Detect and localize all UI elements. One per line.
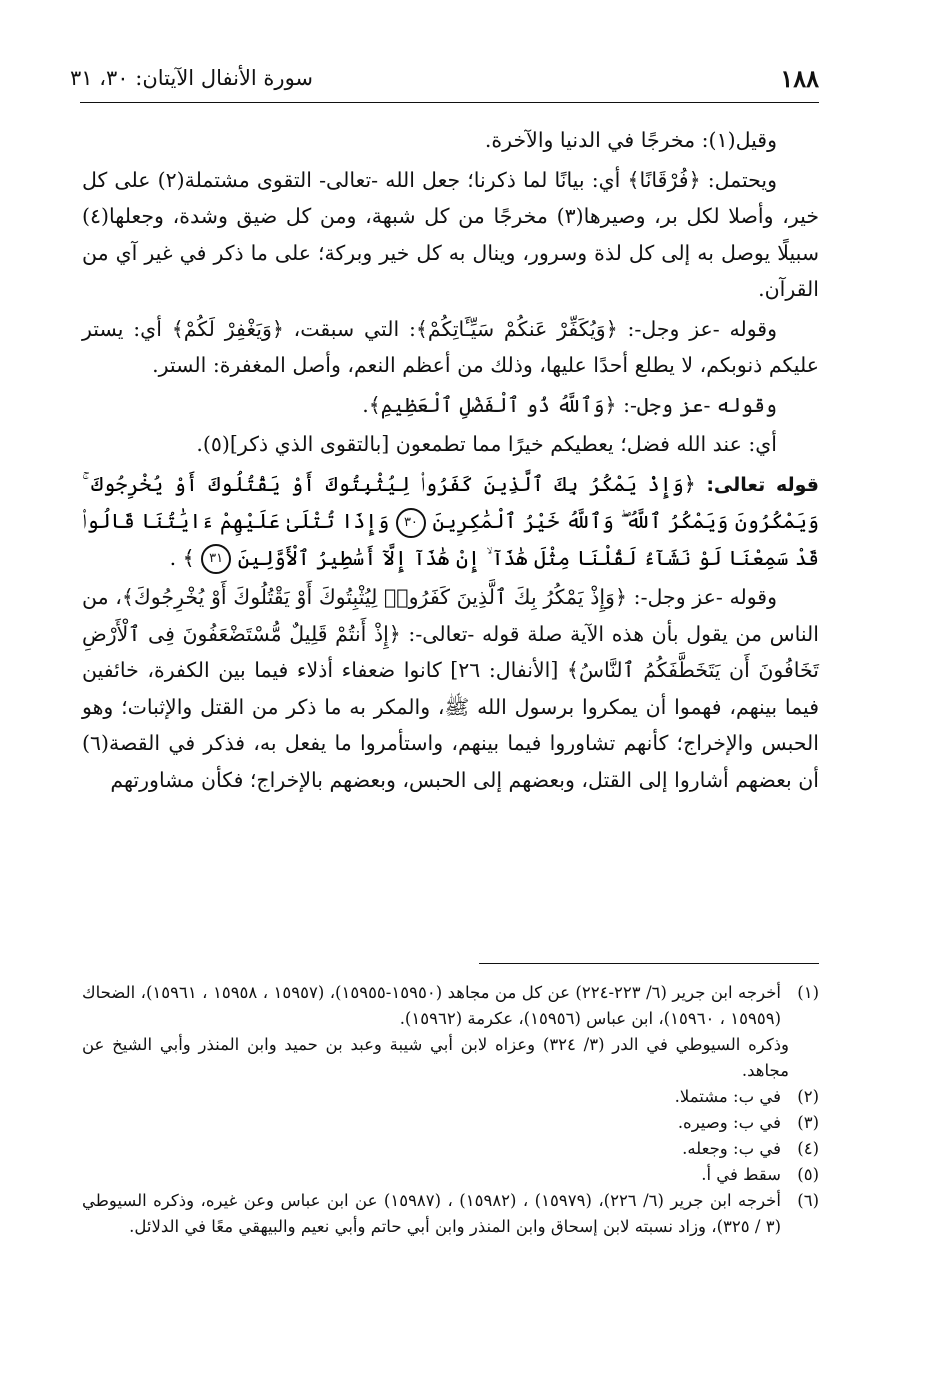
verse-block [82,466,819,577]
ayah-number-31: ٣١ [201,544,231,574]
paragraph-6: وقوله -عز وجل-: ﴿وَإِذْ يَمْكُرُ بِكَ ٱلَّذِينَ كَفَرُوا۟ لِيُثْبِتُوكَ أَوْ يَقْتُلُوكَ أَوْ يُخْرِجُوكَ﴾، من الناس من يقول بأن هذه الآية صلة قوله -تعالى-: ﴿إِذْ أَنتُمْ قَلِيلٌ مُّسْتَضْعَفُونَ فِى ٱلْأَرْضِ تَخَافُونَ أَن يَتَخَطَّفَكُمُ ٱلنَّاسُ﴾ [الأنفال: ٢٦] كانوا ضعفاء أذلاء فيما بين الكفرة، خائفين فيما بينهم، فهموا أن يمكروا برسول الله ﷺ، والمكر به ما ذكر من القتل والإثبات؛ وهو الحبس والإخراج؛ كأنهم تشاوروا فيما بينهم، واستأمروا ما يفعل به، فذكر في القصة(٦) أن بعضهم أشاروا إلى القتل، وبعضهم إلى الحبس، وبعضهم بالإخراج؛ فكأن مشاورتهم [82,585,819,792]
footnote-number: (٣) [797,1113,819,1132]
footnote-1-continuation [82,1032,819,1084]
page-header [70,62,819,102]
paragraph-5: أي: عند الله فضل؛ يعطيكم خيرًا مما تطمعون [بالتقوى الذي ذكر](٥). [196,432,777,456]
paragraph-4: وقوله -عز وجل-: ﴿وَٱللَّهُ ذُو ٱلْفَضْلِ ٱلْعَظِيمِ﴾. [362,392,777,417]
footnote-text: أخرجه ابن جرير (٦/ ٢٢٦)، (١٥٩٧٩) ، (١٥٩٨٢) ، (١٥٩٨٧) عن ابن عباس وعن غيره، وذكره السيوطي (٣ / ٣٢٥)، وزاد نسبته لابن إسحاق وابن المنذر وابن أبي حاتم وأبي نعيم والبيهقي معًا في الدلائل. [82,1191,781,1236]
header-rule [80,102,819,103]
footnote-text: في ب: مشتملا. [674,1087,781,1106]
footnote-2 [82,1084,819,1110]
footnote-6 [82,1188,819,1240]
footnote-5 [82,1162,819,1188]
footnote-number: (١) [797,983,819,1002]
verse-text-31: وَإِذَا تُتْلَىٰ عَلَيْهِمْ ءَايَٰتُنَا قَالُوا۟ قَدْ سَمِعْنَا لَوْ نَشَآءُ لَقُلْنَا مِثْلَ هَٰذَآ ۙ إِنْ هَٰذَآ إِلَّآ أَسَٰطِيرُ ٱلْأَوَّلِينَ [82,509,819,570]
footnote-number: (٢) [797,1087,819,1106]
footnote-text: في ب: وصيره. [677,1113,781,1132]
footnote-number: (٤) [797,1139,819,1158]
footnote-3 [82,1110,819,1136]
verse-close: ﴾ . [169,545,195,570]
footnote-number: (٦) [797,1191,819,1210]
footnote-1 [82,980,819,1032]
verse-text-30: ﴿وَإِذْ يَمْكُرُ بِكَ ٱلَّذِينَ كَفَرُوا۟ لِيُثْبِتُوكَ أَوْ يَقْتُلُوكَ أَوْ يُخْرِجُوكَ ۚ وَيَمْكُرُونَ وَيَمْكُرُ ٱللَّهُ ۖ وَٱللَّهُ خَيْرُ ٱلْمَٰكِرِينَ [82,471,819,533]
footnote-rule [479,963,819,964]
footnote-number: (٥) [797,1165,819,1184]
footnotes [82,980,819,1240]
running-title: سورة الأنفال الآيتان: ٣٠، ٣١ [70,66,314,90]
main-text [82,122,819,801]
footnote-text: أخرجه ابن جرير (٦/ ٢٢٣-٢٢٤) عن كل من مجاهد (١٥٩٥٠-١٥٩٥٥)، (١٥٩٥٧ ، ١٥٩٥٨ ، ١٥٩٦١)، الضحاك (١٥٩٥٩ ، ١٥٩٦٠)، ابن عباس (١٥٩٥٦)، عكرمة (١٥٩٦٢). [82,983,781,1028]
footnote-text: وذكره السيوطي في الدر (٣/ ٣٢٤) وعزاه لابن أبي شيبة وعبد بن حميد وابن المنذر وأبي الشيخ عن مجاهد. [82,1035,790,1080]
footnote-4 [82,1136,819,1162]
page-number: ١٨٨ [780,64,819,93]
paragraph-1: وقيل(١): مخرجًا في الدنيا والآخرة. [484,128,777,152]
verse-label: قوله تعالى: [706,473,819,496]
ayah-number-30: ٣٠ [396,508,426,538]
footnote-text: في ب: وجعله. [682,1139,781,1158]
footnote-text: سقط في أ. [701,1165,781,1184]
paragraph-3: وقوله -عز وجل-: ﴿وَيُكَفِّرْ عَنكُمْ سَيِّـَٔاتِكُمْ﴾: التي سبقت، ﴿وَيَغْفِرْ لَكُمْ﴾ أي: يستر عليكم ذنوبكم، لا يطلع أحدًا عليها، وذلك من أعظم النعم، وأصل المغفرة: الستر. [82,316,819,377]
paragraph-2: ويحتمل: ﴿فُرْقَانًا﴾ أي: بيانًا لما ذكرنا؛ جعل الله -تعالى- التقوى مشتملة(٢) على كل خير، وأصلا لكل بر، وصيرها(٣) مخرجًا من كل شبهة، ومن كل ضيق وشدة، وجعلها(٤) سبيلًا يوصل به إلى كل لذة وسرور، وينال به كل خير وبركة؛ على ما ذكر في غير آي من القرآن. [82,167,819,301]
